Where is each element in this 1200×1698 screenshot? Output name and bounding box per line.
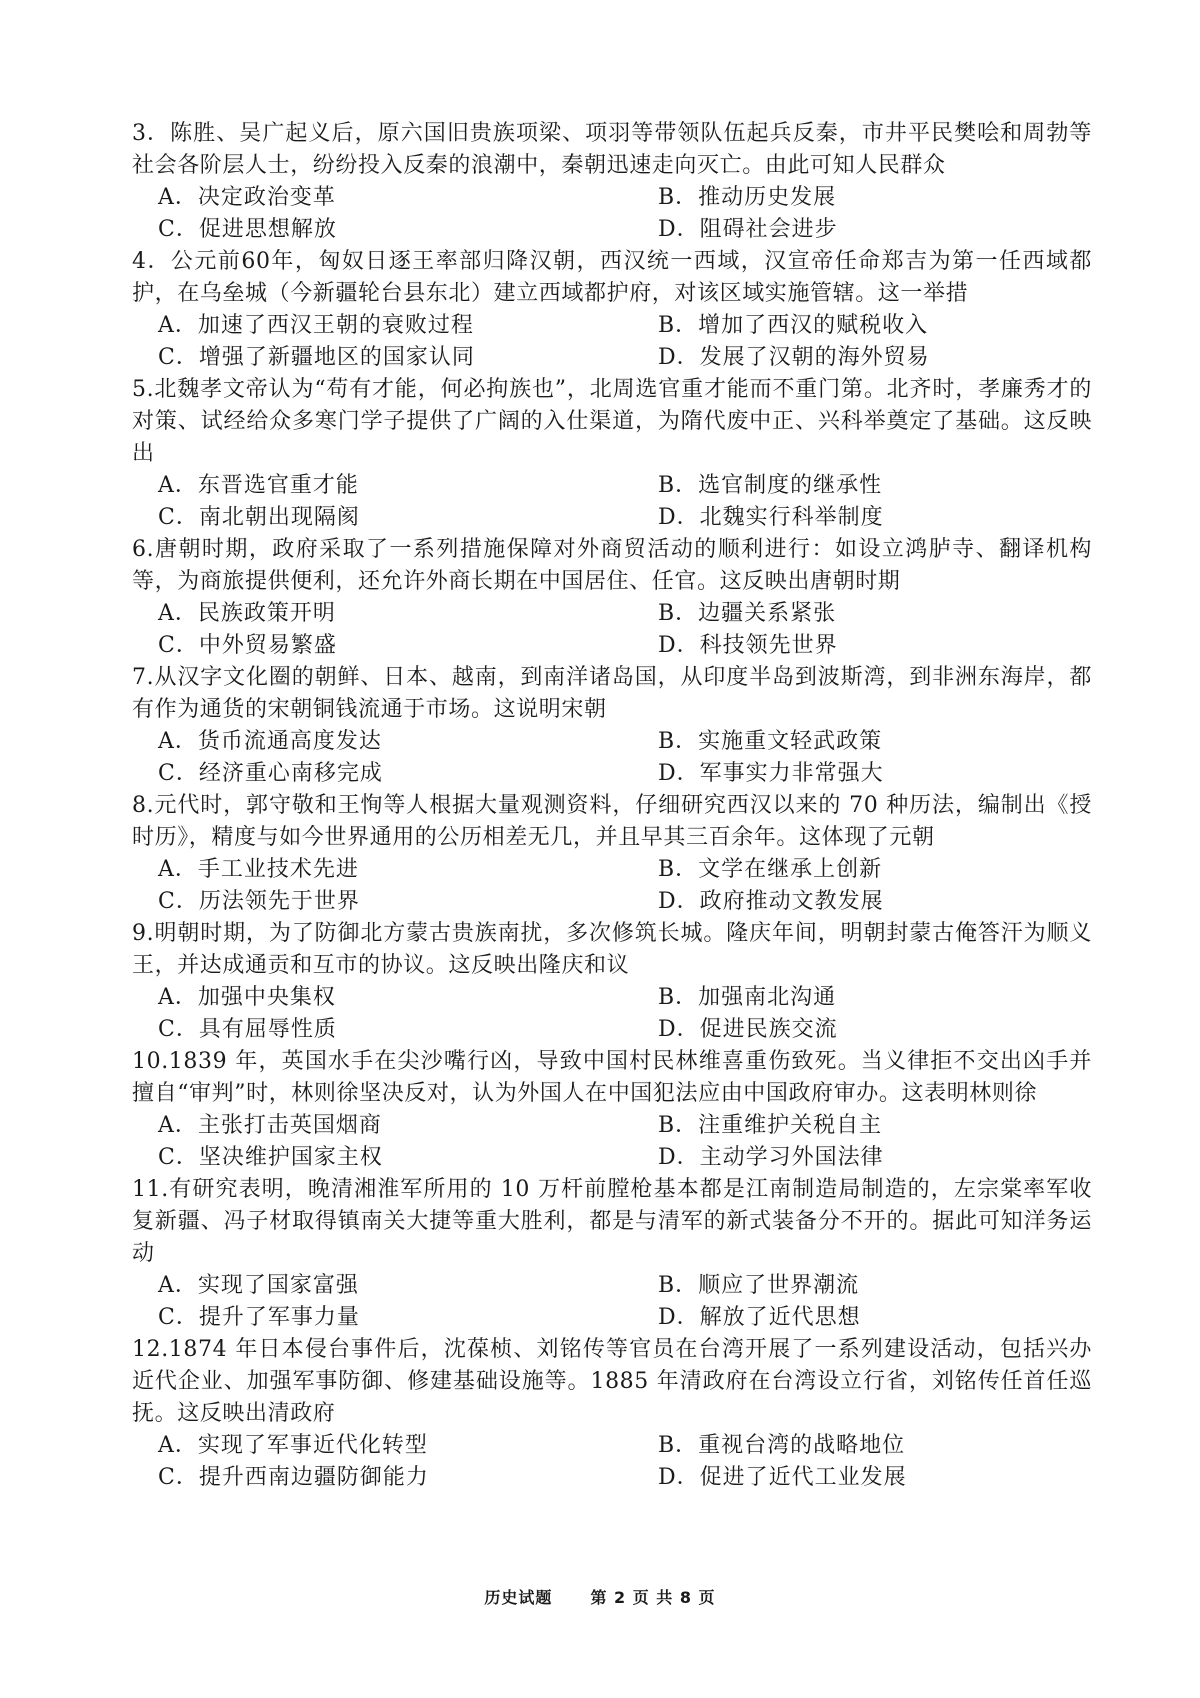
option-c: C．经济重心南移完成 (158, 761, 383, 786)
option-grid (132, 1110, 1092, 1174)
option-grid (132, 1270, 1092, 1334)
option-c: C．中外贸易繁盛 (158, 633, 337, 658)
option-a: A．加强中央集权 (158, 985, 336, 1010)
option-a: A．实现了军事近代化转型 (158, 1433, 428, 1458)
option-a: A．民族政策开明 (158, 601, 336, 626)
question-7 (132, 662, 1092, 790)
option-b: B．顺应了世界潮流 (658, 1273, 860, 1298)
question-stem: 5.北魏孝文帝认为“苟有才能，何必拘族也”，北周选官重才能而不重门第。北齐时，孝廉秀才的对策、试经给众多寒门学子提供了广阔的入仕渠道，为隋代废中正、兴科举奠定了基础。这反映出 (132, 377, 1092, 466)
question-5 (132, 374, 1092, 534)
option-b: B．选官制度的继承性 (658, 473, 883, 498)
option-a: A．加速了西汉王朝的衰败过程 (158, 313, 474, 338)
option-d: D．北魏实行科举制度 (658, 505, 884, 530)
question-9 (132, 918, 1092, 1046)
option-grid (132, 726, 1092, 790)
option-grid (132, 982, 1092, 1046)
option-c: C．坚决维护国家主权 (158, 1145, 383, 1170)
option-d: D．军事实力非常强大 (658, 761, 884, 786)
question-stem: 10.1839 年，英国水手在尖沙嘴行凶，导致中国村民林维喜重伤致死。当义律拒不交出凶手并擅自“审判”时，林则徐坚决反对，认为外国人在中国犯法应由中国政府审办。这表明林则徐 (132, 1049, 1092, 1106)
option-c: C．南北朝出现隔阂 (158, 505, 360, 530)
question-4 (132, 246, 1092, 374)
option-b: B．推动历史发展 (658, 185, 837, 210)
option-a: A．决定政治变革 (158, 185, 336, 210)
question-stem: 6.唐朝时期，政府采取了一系列措施保障对外商贸活动的顺利进行：如设立鸿胪寺、翻译机构等，为商旅提供便利，还允许外商长期在中国居住、任官。这反映出唐朝时期 (132, 537, 1092, 594)
question-stem: 3．陈胜、吴广起义后，原六国旧贵族项梁、项羽等带领队伍起兵反秦，市井平民樊哙和周勃等社会各阶层人士，纷纷投入反秦的浪潮中，秦朝迅速走向灭亡。由此可知人民群众 (132, 121, 1092, 178)
option-b: B．重视台湾的战略地位 (658, 1433, 906, 1458)
option-c: C．提升了军事力量 (158, 1305, 360, 1330)
option-a: A．手工业技术先进 (158, 857, 359, 882)
option-d: D．解放了近代思想 (658, 1305, 861, 1330)
page-footer (0, 1585, 1200, 1608)
option-d: D．发展了汉朝的海外贸易 (658, 345, 930, 370)
option-grid (132, 598, 1092, 662)
option-b: B．加强南北沟通 (658, 985, 837, 1010)
option-d: D．主动学习外国法律 (658, 1145, 884, 1170)
option-d: D．促进民族交流 (658, 1017, 838, 1042)
question-8 (132, 790, 1092, 918)
option-d: D．促进了近代工业发展 (658, 1465, 907, 1490)
option-b: B．实施重文轻武政策 (658, 729, 883, 754)
option-c: C．增强了新疆地区的国家认同 (158, 345, 475, 370)
question-10 (132, 1046, 1092, 1174)
footer-subject: 历史试题 (484, 1588, 553, 1607)
question-11 (132, 1174, 1092, 1334)
option-grid (132, 854, 1092, 918)
option-a: A．东晋选官重才能 (158, 473, 359, 498)
question-stem: 8.元代时，郭守敬和王恂等人根据大量观测资料，仔细研究西汉以来的 70 种历法，编制出《授时历》，精度与如今世界通用的公历相差无几，并且早其三百余年。这体现了元朝 (132, 793, 1092, 850)
option-c: C．促进思想解放 (158, 217, 337, 242)
question-stem: 9.明朝时期，为了防御北方蒙古贵族南扰，多次修筑长城。隆庆年间，明朝封蒙古俺答汗为顺义王，并达成通贡和互市的协议。这反映出隆庆和议 (132, 921, 1092, 978)
option-grid (132, 182, 1092, 246)
question-6 (132, 534, 1092, 662)
option-d: D．政府推动文教发展 (658, 889, 884, 914)
option-grid (132, 470, 1092, 534)
question-12 (132, 1334, 1092, 1494)
question-3 (132, 118, 1092, 246)
option-b: B．增加了西汉的赋税收入 (658, 313, 929, 338)
option-a: A．实现了国家富强 (158, 1273, 359, 1298)
option-c: C．历法领先于世界 (158, 889, 360, 914)
question-list (132, 118, 1092, 1494)
option-b: B．边疆关系紧张 (658, 601, 837, 626)
question-stem: 7.从汉字文化圈的朝鲜、日本、越南，到南洋诸岛国，从印度半岛到波斯湾，到非洲东海岸，都有作为通货的宋朝铜钱流通于市场。这说明宋朝 (132, 665, 1092, 722)
option-b: B．文学在继承上创新 (658, 857, 883, 882)
question-stem: 11.有研究表明，晚清湘淮军所用的 10 万杆前膛枪基本都是江南制造局制造的，左宗棠率军收复新疆、冯子材取得镇南关大捷等重大胜利，都是与清军的新式装备分不开的。据此可知洋务运动 (132, 1177, 1092, 1266)
question-stem: 12.1874 年日本侵台事件后，沈葆桢、刘铭传等官员在台湾开展了一系列建设活动，包括兴办近代企业、加强军事防御、修建基础设施等。1885 年清政府在台湾设立行省，刘铭传任首任巡抚。这反映出清政府 (132, 1337, 1092, 1426)
option-b: B．注重维护关税自主 (658, 1113, 883, 1138)
question-stem: 4．公元前60年，匈奴日逐王率部归降汉朝，西汉统一西域，汉宣帝任命郑吉为第一任西域都护，在乌垒城（今新疆轮台县东北）建立西域都护府，对该区域实施管辖。这一举措 (132, 249, 1092, 306)
option-grid (132, 310, 1092, 374)
footer-page-number: 第 2 页 共 8 页 (590, 1588, 716, 1607)
option-a: A．货币流通高度发达 (158, 729, 382, 754)
option-d: D．阻碍社会进步 (658, 217, 838, 242)
option-grid (132, 1430, 1092, 1494)
option-a: A．主张打击英国烟商 (158, 1113, 382, 1138)
option-c: C．提升西南边疆防御能力 (158, 1465, 429, 1490)
option-c: C．具有屈辱性质 (158, 1017, 337, 1042)
option-d: D．科技领先世界 (658, 633, 838, 658)
